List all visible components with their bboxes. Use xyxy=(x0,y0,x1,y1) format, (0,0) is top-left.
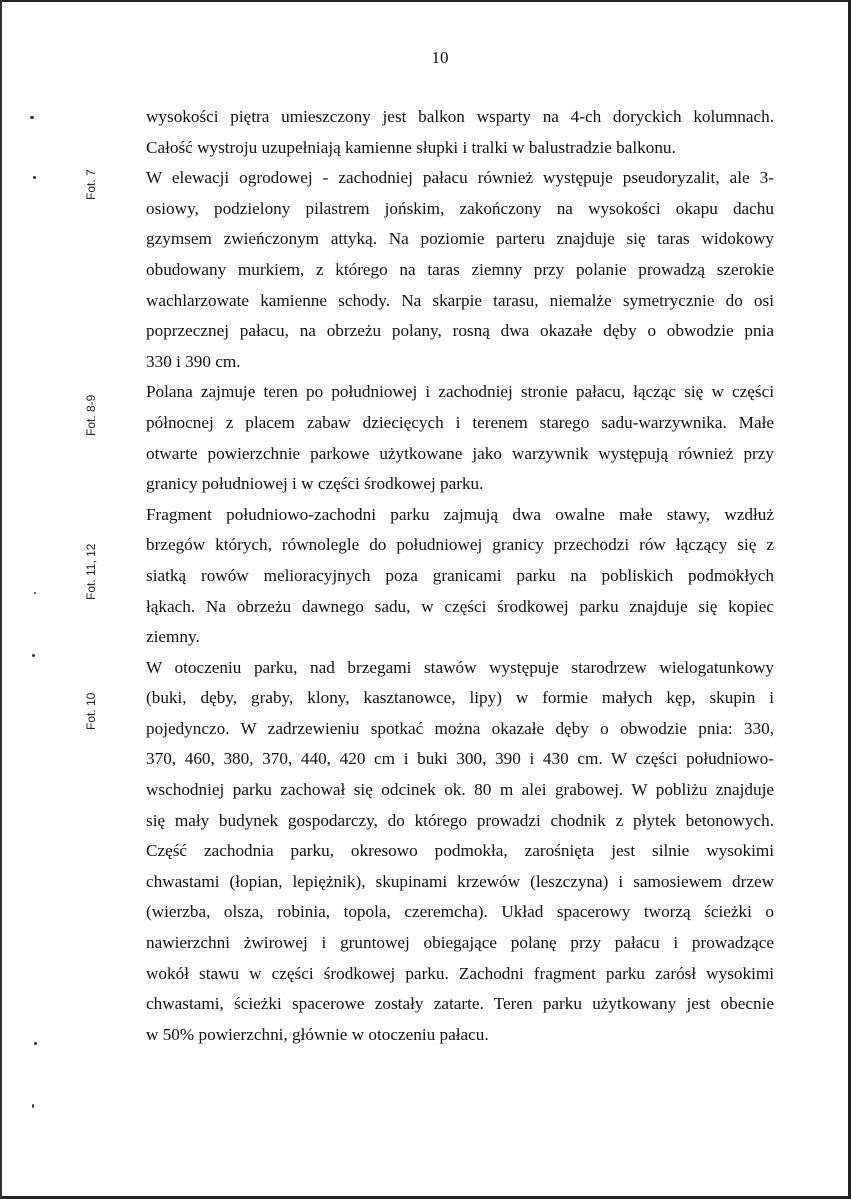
margin-note-photo-ref: Fot. 11, 12 xyxy=(84,543,98,600)
page-number: 10 xyxy=(431,48,449,67)
text-line: W elewacji ogrodowej - zachodniej pałacu również występuje pseudoryzalit, ale 3- xyxy=(146,168,774,188)
text-line: granicy południowej i w części środkowej parku. xyxy=(146,474,484,494)
text-line: obudowany murkiem, z którego na taras ziemny przy polanie prowadzą szerokie xyxy=(146,259,774,279)
margin-note-photo-ref: Fot. 8-9 xyxy=(84,394,98,436)
text-line: się mały budynek gospodarczy, do którego prowadzi chodnik z płytek betonowych. xyxy=(146,810,774,830)
text-line: 370, 460, 380, 370, 440, 420 cm i buki 300, 390 i 430 cm. W części południowo- xyxy=(146,749,774,769)
text-line: łąkach. Na obrzeżu dawnego sadu, w części środkowej parku znajduje się kopiec xyxy=(146,596,774,616)
text-line: otwarte powierzchnie parkowe użytkowane jako warzywnik występują również przy xyxy=(146,443,774,463)
text-line: wysokości piętra umieszczony jest balkon wsparty na 4-ch doryckich kolumnach. xyxy=(146,107,774,126)
scan-speck xyxy=(32,654,35,657)
text-line: gzymsem zwieńczonym attyką. Na poziomie parteru znajduje się taras widokowy xyxy=(146,229,774,249)
text-line: W otoczeniu parku, nad brzegami stawów występuje starodrzew wielogatunkowy xyxy=(146,657,774,677)
text-line: osiowy, podzielony pilastrem jońskim, zakończony na wysokości okapu dachu xyxy=(146,198,774,218)
text-line: (buki, dęby, graby, klony, kasztanowce, lipy) w formie małych kęp, skupin i xyxy=(146,688,774,708)
scan-speck xyxy=(34,1042,37,1045)
text-line: (wierzba, olsza, robinia, topola, czeremcha). Układ spacerowy tworzą ścieżki o xyxy=(146,902,774,922)
scan-speck xyxy=(32,1104,34,1108)
scan-speck xyxy=(30,116,34,119)
scan-speck xyxy=(34,592,36,594)
text-line: nawierzchni żwirowej i gruntowej obiegające polanę przy pałacu i prowadzące xyxy=(146,933,774,953)
text-line: pojedynczo. W zadrzewieniu spotkać można okazałe dęby o obwodzie pnia: 330, xyxy=(146,718,774,738)
text-line: 330 i 390 cm. xyxy=(146,351,241,371)
text-line: w 50% powierzchni, głównie w otoczeniu pałacu. xyxy=(146,1024,489,1044)
text-line: północnej z placem zabaw dziecięcych i terenem starego sadu-warzywnika. Małe xyxy=(146,412,774,432)
text-line: siatką rowów melioracyjnych poza granicami parku na pobliskich podmokłych xyxy=(146,565,774,585)
text-line: Fragment południowo-zachodni parku zajmują dwa owalne małe stawy, wzdłuż xyxy=(146,504,774,524)
page-border-top xyxy=(0,0,851,2)
text-line: wokół stawu w części środkowej parku. Zachodni fragment parku zarósł wysokimi xyxy=(146,963,774,983)
margin-note-photo-ref: Fot. 7 xyxy=(84,169,98,200)
text-line: ziemny. xyxy=(146,627,200,647)
scan-speck xyxy=(33,176,36,179)
text-line: chwastami, ścieżki spacerowe zostały zatarte. Teren parku użytkowany jest obecnie xyxy=(146,994,774,1014)
page-border-left xyxy=(0,0,2,1199)
text-line: Polana zajmuje teren po południowej i zachodniej stronie pałacu, łącząc się w części xyxy=(146,382,774,402)
body-text xyxy=(146,102,774,1050)
text-line: Część zachodnia parku, okresowo podmokła, zarośnięta jest silnie wysokimi xyxy=(146,841,774,861)
text-line: chwastami (łopian, lepiężnik), skupinami krzewów (leszczyna) i samosiewem drzew xyxy=(146,871,774,891)
text-line: Całość wystroju uzupełniają kamienne słupki i tralki w balustradzie balkonu. xyxy=(146,137,676,157)
text-line: wschodniej parku zachował się odcinek ok. 80 m alei grabowej. W pobliżu znajduje xyxy=(146,780,774,800)
text-line: wachlarzowate kamienne schody. Na skarpie tarasu, niemalże symetrycznie do osi xyxy=(146,290,774,310)
text-line: brzegów których, równolegle do południowej granicy przechodzi rów łączący się z xyxy=(146,535,774,555)
text-line: poprzecznej pałacu, na obrzeżu polany, rosną dwa okazałe dęby o obwodzie pnia xyxy=(146,321,774,341)
margin-note-photo-ref: Fot. 10 xyxy=(84,692,98,730)
